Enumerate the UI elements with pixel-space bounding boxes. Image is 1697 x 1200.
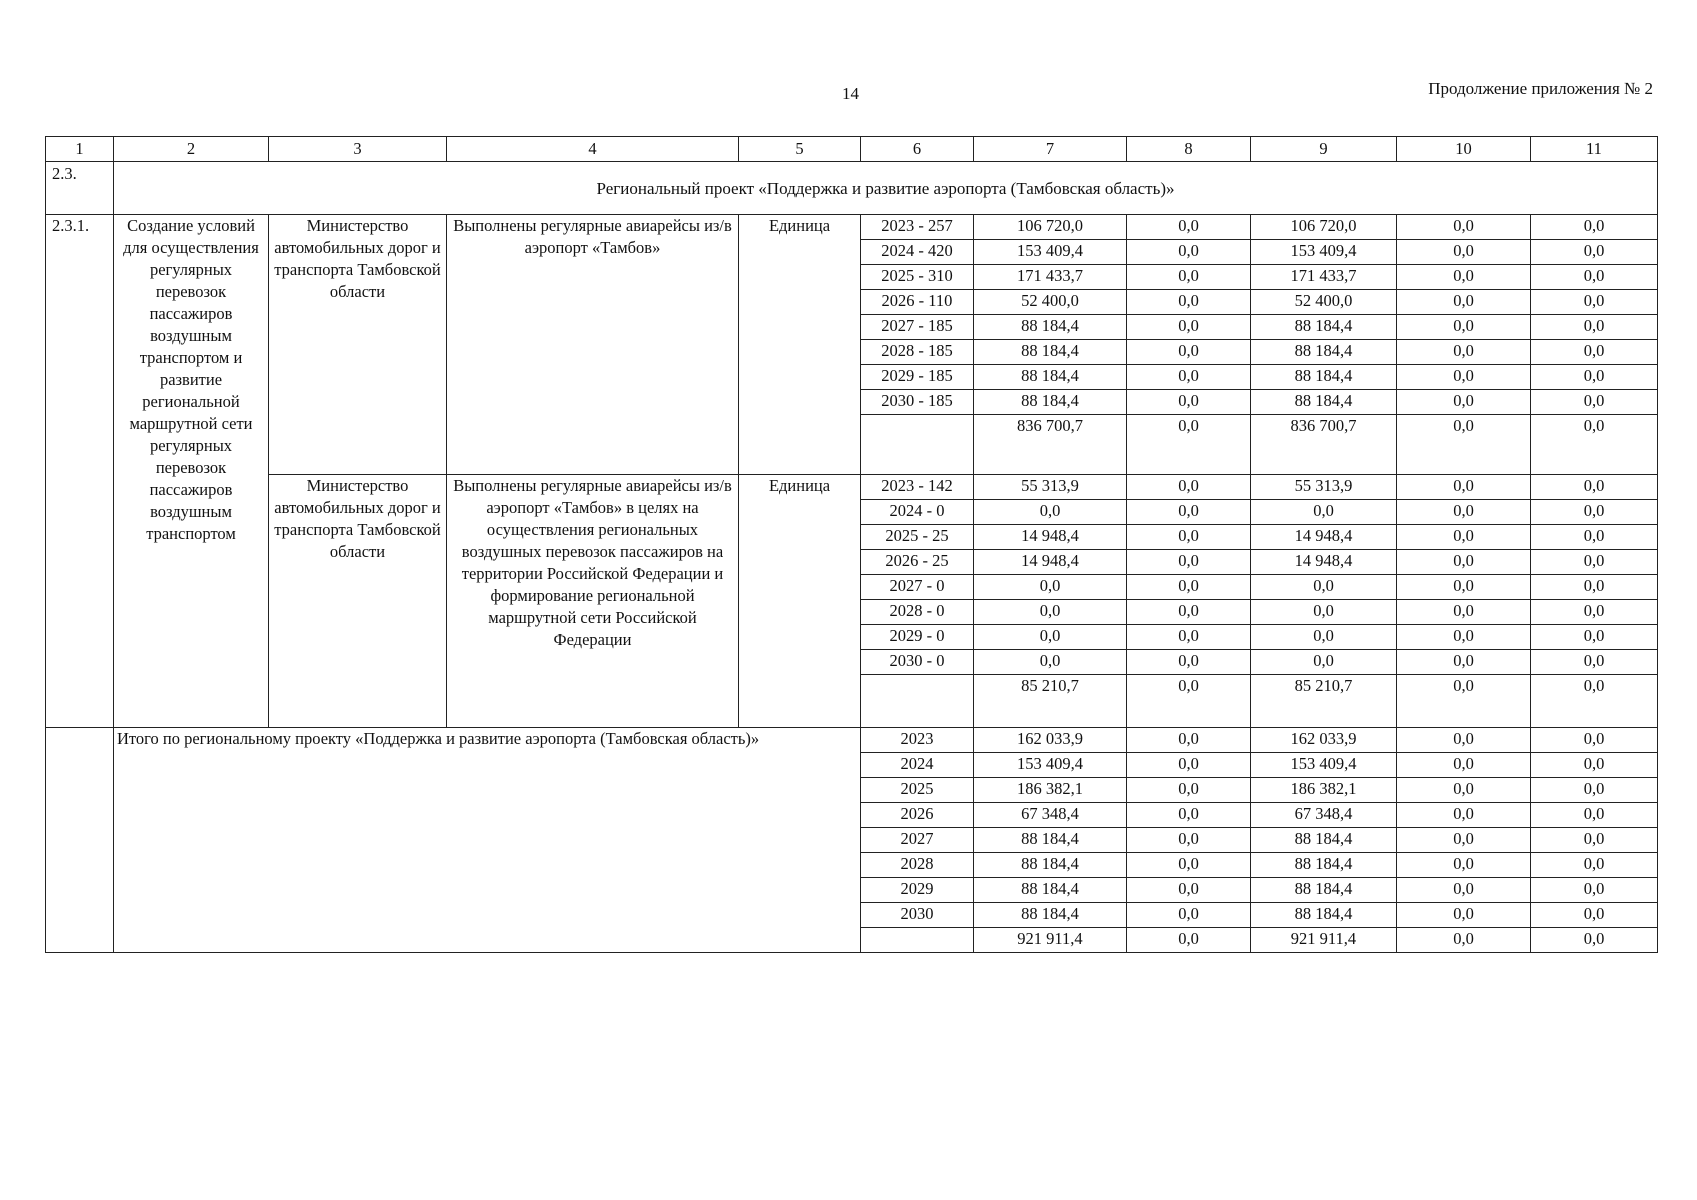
result-cell: Выполнены регулярные авиарейсы из/в аэропорт «Тамбов» в целях на осуществления региональных воздушных перевозок пассажиров на территории Российской Федерации и формирование региональной маршрутной сети Российской Федерации: [447, 475, 739, 728]
data-value-cell: 0,0: [1531, 550, 1658, 575]
data-value-cell: 0,0: [1531, 500, 1658, 525]
column-header: 4: [447, 137, 739, 162]
data-value-cell: 0,0: [1127, 550, 1251, 575]
column-header: 10: [1397, 137, 1531, 162]
data-value-cell: 0,0: [1397, 340, 1531, 365]
total-value-cell: 836 700,7: [974, 415, 1127, 475]
summary-value-cell: 88 184,4: [1251, 878, 1397, 903]
summary-total-value-cell: 921 911,4: [974, 928, 1127, 953]
data-value-cell: 0,0: [1127, 475, 1251, 500]
data-value-cell: 171 433,7: [974, 265, 1127, 290]
data-value-cell: 88 184,4: [974, 365, 1127, 390]
table-row: [46, 215, 1658, 240]
project-code: 2.3.: [46, 162, 114, 215]
summary-value-cell: 0,0: [1397, 753, 1531, 778]
data-value-cell: 0,0: [1531, 625, 1658, 650]
data-value-cell: 0,0: [1531, 390, 1658, 415]
summary-value-cell: 0,0: [1127, 903, 1251, 928]
total-value-cell: 0,0: [1531, 415, 1658, 475]
summary-value-cell: 67 348,4: [1251, 803, 1397, 828]
summary-value-cell: 153 409,4: [1251, 753, 1397, 778]
data-year-cell: 2030 - 0: [861, 650, 974, 675]
summary-value-cell: 88 184,4: [1251, 828, 1397, 853]
data-value-cell: 0,0: [1127, 390, 1251, 415]
data-value-cell: 0,0: [1127, 240, 1251, 265]
data-value-cell: 55 313,9: [1251, 475, 1397, 500]
summary-value-cell: 0,0: [1531, 728, 1658, 753]
appendix-continuation-note: Продолжение приложения № 2: [1428, 79, 1653, 98]
data-value-cell: 0,0: [1531, 575, 1658, 600]
data-value-cell: 88 184,4: [1251, 365, 1397, 390]
column-header: 2: [114, 137, 269, 162]
column-header: 5: [739, 137, 861, 162]
data-value-cell: 0,0: [1397, 365, 1531, 390]
data-year-cell: 2027 - 0: [861, 575, 974, 600]
summary-value-cell: 0,0: [1531, 903, 1658, 928]
data-year-cell: 2029 - 185: [861, 365, 974, 390]
summary-value-cell: 186 382,1: [1251, 778, 1397, 803]
data-value-cell: 153 409,4: [974, 240, 1127, 265]
data-year-cell: 2024 - 0: [861, 500, 974, 525]
data-value-cell: 14 948,4: [1251, 525, 1397, 550]
result-cell: Выполнены регулярные авиарейсы из/в аэропорт «Тамбов»: [447, 215, 739, 475]
total-year-cell: [861, 675, 974, 728]
summary-value-cell: 0,0: [1397, 828, 1531, 853]
data-value-cell: 0,0: [1397, 290, 1531, 315]
summary-value-cell: 186 382,1: [974, 778, 1127, 803]
measure-code: 2.3.1.: [46, 215, 114, 728]
column-header: 11: [1531, 137, 1658, 162]
summary-empty-cell: [46, 728, 114, 953]
budget-table: [45, 136, 1658, 953]
data-value-cell: 0,0: [1251, 500, 1397, 525]
data-value-cell: 88 184,4: [1251, 340, 1397, 365]
data-value-cell: 0,0: [1127, 365, 1251, 390]
summary-year-cell: 2027: [861, 828, 974, 853]
data-year-cell: 2030 - 185: [861, 390, 974, 415]
column-header: 7: [974, 137, 1127, 162]
summary-value-cell: 0,0: [1127, 803, 1251, 828]
summary-value-cell: 0,0: [1531, 828, 1658, 853]
summary-year-cell: 2026: [861, 803, 974, 828]
column-header: 3: [269, 137, 447, 162]
executor-cell: Министерство автомобильных дорог и транспорта Тамбовской области: [269, 475, 447, 728]
data-value-cell: 0,0: [1397, 625, 1531, 650]
data-value-cell: 0,0: [1531, 240, 1658, 265]
data-year-cell: 2029 - 0: [861, 625, 974, 650]
data-value-cell: 0,0: [1397, 600, 1531, 625]
summary-value-cell: 0,0: [1397, 728, 1531, 753]
summary-year-cell: 2024: [861, 753, 974, 778]
summary-value-cell: 0,0: [1127, 853, 1251, 878]
data-value-cell: 0,0: [1397, 265, 1531, 290]
summary-value-cell: 67 348,4: [974, 803, 1127, 828]
data-value-cell: 0,0: [1531, 525, 1658, 550]
measure-name: Создание условий для осуществления регулярных перевозок пассажиров воздушным транспортом и развитие региональной маршрутной сети регулярных перевозок пассажиров воздушным транспортом: [114, 215, 269, 728]
summary-value-cell: 0,0: [1127, 878, 1251, 903]
summary-value-cell: 88 184,4: [1251, 853, 1397, 878]
data-value-cell: 0,0: [1531, 650, 1658, 675]
total-value-cell: 0,0: [1531, 675, 1658, 728]
summary-value-cell: 88 184,4: [974, 878, 1127, 903]
data-value-cell: 88 184,4: [974, 315, 1127, 340]
total-value-cell: 836 700,7: [1251, 415, 1397, 475]
data-value-cell: 0,0: [1531, 600, 1658, 625]
column-header: 6: [861, 137, 974, 162]
data-value-cell: 0,0: [1251, 650, 1397, 675]
data-value-cell: 0,0: [1531, 475, 1658, 500]
data-value-cell: 0,0: [1397, 550, 1531, 575]
data-year-cell: 2025 - 310: [861, 265, 974, 290]
column-header: 1: [46, 137, 114, 162]
data-value-cell: 0,0: [1397, 525, 1531, 550]
data-value-cell: 0,0: [1397, 650, 1531, 675]
data-value-cell: 106 720,0: [974, 215, 1127, 240]
data-value-cell: 0,0: [1127, 650, 1251, 675]
page-number: 14: [842, 84, 859, 103]
data-value-cell: 0,0: [1127, 625, 1251, 650]
summary-total-year-cell: [861, 928, 974, 953]
executor-cell: Министерство автомобильных дорог и транспорта Тамбовской области: [269, 215, 447, 475]
summary-value-cell: 153 409,4: [974, 753, 1127, 778]
data-value-cell: 14 948,4: [974, 525, 1127, 550]
summary-year-cell: 2029: [861, 878, 974, 903]
data-year-cell: 2027 - 185: [861, 315, 974, 340]
total-value-cell: 85 210,7: [974, 675, 1127, 728]
column-header: 9: [1251, 137, 1397, 162]
summary-year-cell: 2023: [861, 728, 974, 753]
data-value-cell: 88 184,4: [974, 390, 1127, 415]
project-row: [46, 162, 1658, 215]
column-header: 8: [1127, 137, 1251, 162]
data-value-cell: 0,0: [974, 575, 1127, 600]
data-value-cell: 153 409,4: [1251, 240, 1397, 265]
summary-value-cell: 162 033,9: [1251, 728, 1397, 753]
data-value-cell: 0,0: [1531, 315, 1658, 340]
data-value-cell: 0,0: [1127, 215, 1251, 240]
data-value-cell: 0,0: [974, 600, 1127, 625]
data-value-cell: 88 184,4: [1251, 390, 1397, 415]
data-value-cell: 0,0: [1127, 340, 1251, 365]
summary-value-cell: 0,0: [1531, 753, 1658, 778]
summary-year-cell: 2025: [861, 778, 974, 803]
data-value-cell: 0,0: [1397, 315, 1531, 340]
summary-value-cell: 88 184,4: [1251, 903, 1397, 928]
summary-value-cell: 88 184,4: [974, 828, 1127, 853]
total-value-cell: 0,0: [1127, 675, 1251, 728]
summary-value-cell: 0,0: [1127, 728, 1251, 753]
data-year-cell: 2028 - 0: [861, 600, 974, 625]
data-value-cell: 0,0: [1397, 215, 1531, 240]
data-value-cell: 0,0: [1397, 240, 1531, 265]
summary-value-cell: 0,0: [1127, 828, 1251, 853]
data-year-cell: 2026 - 25: [861, 550, 974, 575]
data-value-cell: 0,0: [1397, 575, 1531, 600]
summary-value-cell: 88 184,4: [974, 903, 1127, 928]
summary-value-cell: 0,0: [1397, 803, 1531, 828]
data-value-cell: 0,0: [974, 650, 1127, 675]
data-value-cell: 0,0: [1251, 625, 1397, 650]
summary-value-cell: 162 033,9: [974, 728, 1127, 753]
data-value-cell: 55 313,9: [974, 475, 1127, 500]
data-value-cell: 0,0: [1127, 575, 1251, 600]
data-value-cell: 14 948,4: [974, 550, 1127, 575]
data-year-cell: 2028 - 185: [861, 340, 974, 365]
data-value-cell: 0,0: [1127, 500, 1251, 525]
summary-year-cell: 2030: [861, 903, 974, 928]
data-value-cell: 0,0: [1127, 315, 1251, 340]
summary-value-cell: 0,0: [1397, 903, 1531, 928]
data-value-cell: 0,0: [1531, 215, 1658, 240]
data-value-cell: 0,0: [1127, 265, 1251, 290]
data-value-cell: 0,0: [1531, 265, 1658, 290]
unit-cell: Единица: [739, 475, 861, 728]
data-value-cell: 0,0: [1397, 500, 1531, 525]
data-value-cell: 0,0: [1531, 340, 1658, 365]
data-value-cell: 106 720,0: [1251, 215, 1397, 240]
data-value-cell: 171 433,7: [1251, 265, 1397, 290]
data-year-cell: 2023 - 142: [861, 475, 974, 500]
data-value-cell: 0,0: [1531, 290, 1658, 315]
total-year-cell: [861, 415, 974, 475]
data-value-cell: 0,0: [1397, 390, 1531, 415]
data-value-cell: 0,0: [1127, 525, 1251, 550]
data-value-cell: 0,0: [974, 500, 1127, 525]
data-value-cell: 88 184,4: [1251, 315, 1397, 340]
unit-cell: Единица: [739, 215, 861, 475]
summary-value-cell: 0,0: [1397, 853, 1531, 878]
total-value-cell: 0,0: [1397, 675, 1531, 728]
data-year-cell: 2023 - 257: [861, 215, 974, 240]
data-value-cell: 0,0: [1251, 600, 1397, 625]
total-value-cell: 85 210,7: [1251, 675, 1397, 728]
column-number-row: [46, 137, 1658, 162]
summary-total-value-cell: 0,0: [1531, 928, 1658, 953]
data-value-cell: 0,0: [974, 625, 1127, 650]
table-row: [46, 475, 1658, 500]
data-value-cell: 0,0: [1397, 475, 1531, 500]
summary-total-value-cell: 0,0: [1397, 928, 1531, 953]
data-value-cell: 14 948,4: [1251, 550, 1397, 575]
data-value-cell: 52 400,0: [1251, 290, 1397, 315]
data-value-cell: 88 184,4: [974, 340, 1127, 365]
summary-total-value-cell: 921 911,4: [1251, 928, 1397, 953]
data-value-cell: 0,0: [1127, 290, 1251, 315]
data-value-cell: 0,0: [1251, 575, 1397, 600]
summary-label: Итого по региональному проекту «Поддержка и развитие аэропорта (Тамбовская область)»: [114, 728, 861, 953]
summary-value-cell: 0,0: [1531, 778, 1658, 803]
summary-year-cell: 2028: [861, 853, 974, 878]
summary-value-cell: 0,0: [1127, 753, 1251, 778]
summary-value-cell: 0,0: [1397, 778, 1531, 803]
project-title: Региональный проект «Поддержка и развитие аэропорта (Тамбовская область)»: [114, 162, 1658, 215]
data-value-cell: 0,0: [1531, 365, 1658, 390]
summary-row: [46, 728, 1658, 753]
total-value-cell: 0,0: [1397, 415, 1531, 475]
summary-value-cell: 0,0: [1531, 803, 1658, 828]
summary-value-cell: 88 184,4: [974, 853, 1127, 878]
data-value-cell: 0,0: [1127, 600, 1251, 625]
summary-value-cell: 0,0: [1127, 778, 1251, 803]
total-value-cell: 0,0: [1127, 415, 1251, 475]
summary-value-cell: 0,0: [1531, 878, 1658, 903]
summary-total-value-cell: 0,0: [1127, 928, 1251, 953]
summary-value-cell: 0,0: [1397, 878, 1531, 903]
data-value-cell: 52 400,0: [974, 290, 1127, 315]
data-year-cell: 2026 - 110: [861, 290, 974, 315]
summary-value-cell: 0,0: [1531, 853, 1658, 878]
data-year-cell: 2025 - 25: [861, 525, 974, 550]
data-year-cell: 2024 - 420: [861, 240, 974, 265]
